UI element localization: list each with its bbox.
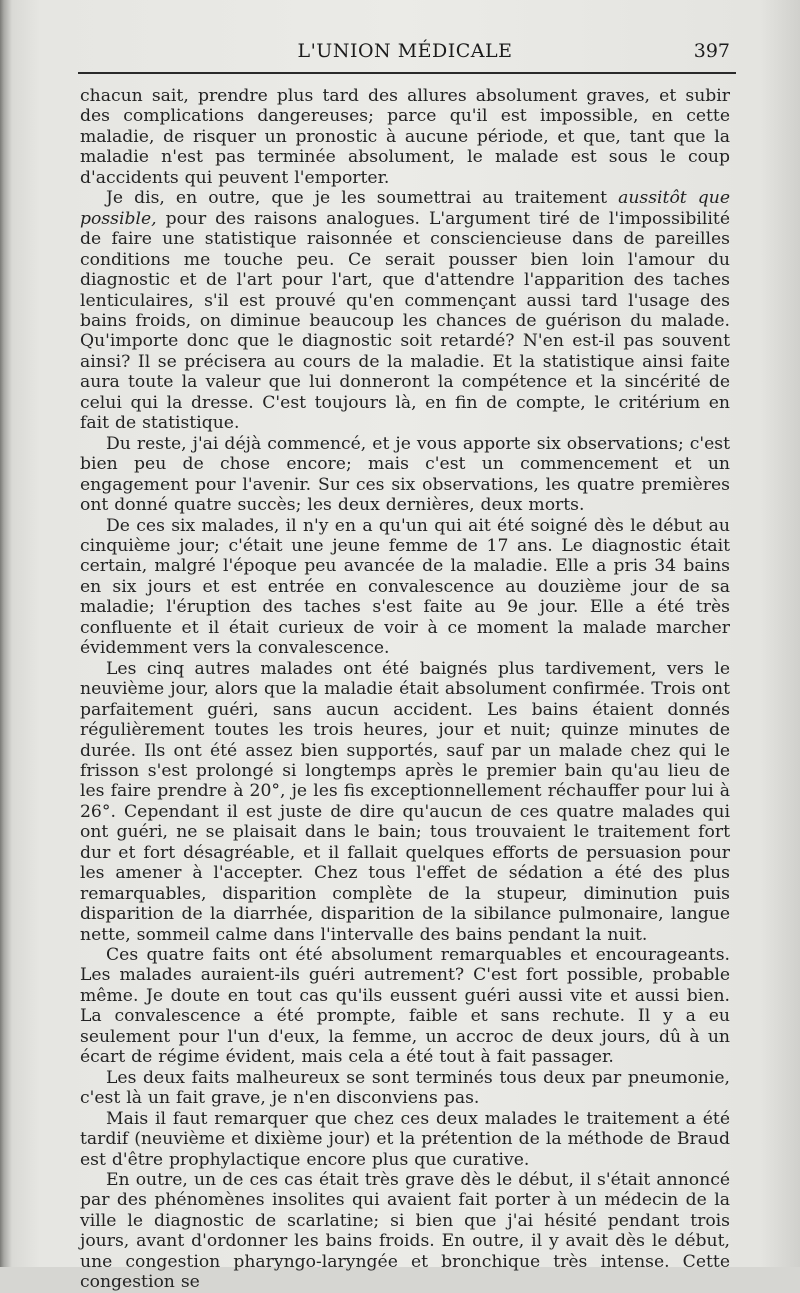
paragraph-2-start: Je dis, en outre, que je les soumettrai au traitement [106,188,619,209]
page-number: 397 [693,40,730,62]
paragraph-1: chacun sait, prendre plus tard des allures absolument graves, et subir des complications dangereuses; parce qu'il est impossible, en cette maladie, de risquer un pronostic à aucune période, et que, tant que la maladie n'est pas terminée absolument, le malade est sous le coup d'accidents qui peuvent l'emporter. [80,86,730,188]
paragraph-6: Ces quatre faits ont été absolument remarquables et encourageants. Les malades auraient-ils guéri autrement? C'est fort possible, probable même. Je doute en tout cas qu'ils eussent guéri aussi vite et aussi bien. La convalescence a été prompte, faible et sans rechute. Il y a eu seulement pour l'un d'eux, la femme, un accroc de deux jours, dû à un écart de régime évident, mais cela a été tout à fait passager. [80,945,730,1068]
page-header [78,38,732,74]
paragraph-3: Du reste, j'ai déjà commencé, et je vous apporte six observations; c'est bien peu de chose encore; mais c'est un commencement et un engagement pour l'avenir. Sur ces six observations, les quatre premières ont donné quatre succès; les deux dernières, deux morts. [80,433,730,516]
paragraph-2 [80,188,730,433]
paragraph-7: Les deux faits malheureux se sont terminés tous deux par pneumonie, c'est là un fait grave, je n'en disconviens pas. [80,1067,730,1109]
running-title: L'UNION MÉDICALE [297,40,513,62]
paragraph-9: En outre, un de ces cas était très grave dès le début, il s'était annoncé par des phénomènes insolites qui avaient fait porter à un médecin de la ville le diagnostic de scarlatine; si bien que j'ai hésité pendant trois jours, avant d'ordonner les bains froids. En outre, il y avait dès le début, une congestion pharyngo-laryngée et bronchique très intense. Cette congestion se [80,1170,730,1293]
paragraph-2-end: pour des raisons analogues. L'argument tiré de l'impossibilité de faire une statistique raisonnée et consciencieuse dans de pareilles conditions me touche peu. Ce serait pousser bien loin l'amour du diagnostic et de l'art pour l'art, que d'attendre l'apparition des taches lenticulaires, s'il est prouvé qu'en commençant aussi tard l'usage des bains froids, on diminue beaucoup les chances de guérison du malade. Qu'importe donc que le diagnostic soit retardé? N'en est-il pas souvent ainsi? Il se précisera au cours de la maladie. Et la statistique ainsi faite aura toute la valeur que lui donneront la compétence et la sincérité de celui qui la dresse. C'est toujours là, en fin de compte, le critérium en fait de statistique. [80,208,730,434]
body-text [80,86,730,1293]
paragraph-4: De ces six malades, il n'y en a qu'un qui ait été soigné dès le début au cinquième jour; c'était une jeune femme de 17 ans. Le diagnostic était certain, malgré l'époque peu avancée de la maladie. Elle a pris 34 bains en six jours et est entrée en convalescence au douzième jour de sa maladie; l'éruption des taches s'est faite au 9e jour. Elle a été très confluente et il était curieux de voir à ce moment la malade marcher évidemment vers la convalescence. [80,515,730,659]
paragraph-8: Mais il faut remarquer que chez ces deux malades le traitement a été tardif (neuvième et dixième jour) et la prétention de la méthode de Braud est d'être prophylactique encore plus que curative. [80,1108,730,1170]
paragraph-2-emphasis: aussitôt que possible, [80,188,730,229]
paragraph-5: Les cinq autres malades ont été baignés plus tardivement, vers le neuvième jour, alors que la maladie était absolument confirmée. Trois ont parfaitement guéri, sans aucun accident. Les bains étaient donnés régulièrement toutes les trois heures, jour et nuit; quinze minutes de durée. Ils ont été assez bien supportés, sauf par un malade chez qui le frisson s'est prolongé si longtemps après le premier bain qu'au lieu de les faire prendre à 20°, je les fis exceptionnellement réchauffer pour lui à 26°. Cependant il est juste de dire qu'aucun de ces quatre malades qui ont guéri, ne se plaisait dans le bain; tous trouvaient le traitement fort dur et fort désagréable, et il fallait quelques efforts de persuasion pour les amener à l'accepter. Chez tous l'effet de sédation a été des plus remarquables, disparition complète de la stupeur, diminution puis disparition de la diarrhée, disparition de la sibilance pulmonaire, langue nette, sommeil calme dans l'intervalle des bains pendant la nuit. [80,658,730,945]
header-rule [78,72,736,74]
